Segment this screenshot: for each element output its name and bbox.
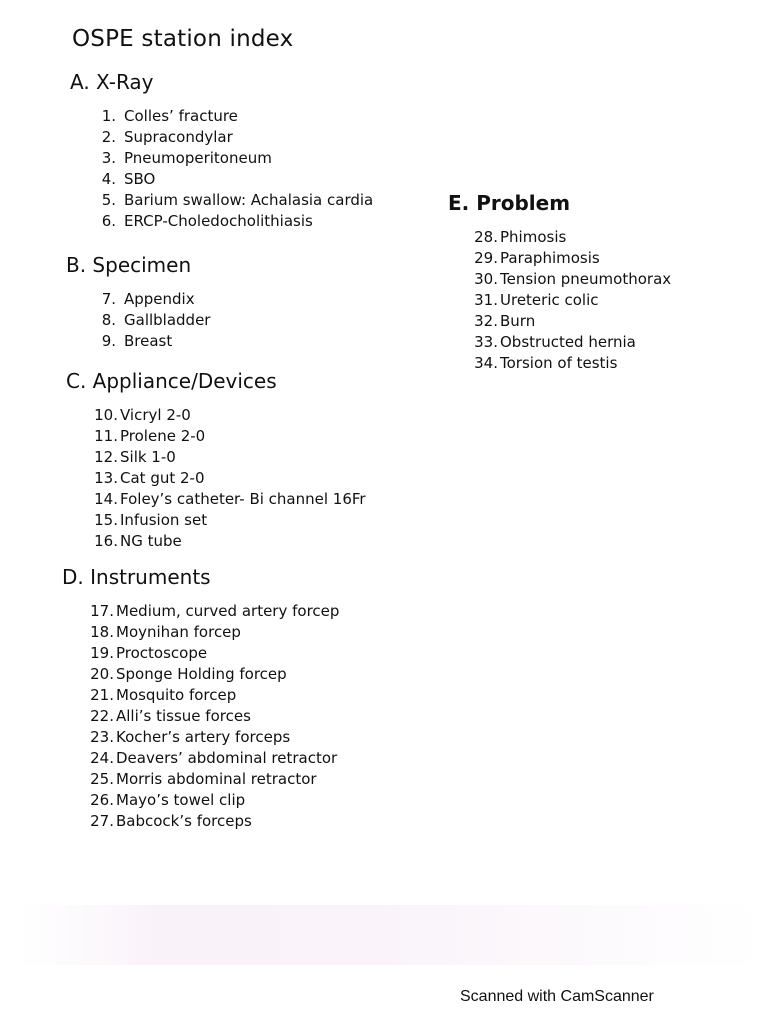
section-heading-specimen: B. Specimen: [66, 253, 192, 277]
item-number: 1.: [101, 107, 116, 125]
item-number: 18.: [90, 623, 114, 641]
item-text: Supracondylar: [124, 128, 233, 146]
item-number: 20.: [90, 665, 114, 683]
list-item: [472, 290, 671, 311]
list-item: [94, 289, 210, 310]
list-item: [472, 227, 671, 248]
item-text: Gallbladder: [124, 311, 211, 329]
item-number: 33.: [474, 333, 498, 351]
item-text: Medium, curved artery forcep: [116, 602, 340, 620]
item-text: Tension pneumothorax: [500, 270, 672, 288]
item-number: 28.: [474, 228, 498, 246]
list-item: [88, 748, 339, 769]
list-item: [94, 211, 373, 232]
item-number: 22.: [90, 707, 114, 725]
list-item: [472, 332, 671, 353]
section-instruments: [62, 565, 339, 832]
item-text: Cat gut 2-0: [120, 469, 205, 487]
list-item: [94, 310, 210, 331]
item-number: 12.: [94, 448, 118, 466]
item-number: 14.: [94, 490, 118, 508]
list-item: [88, 790, 339, 811]
item-number: 3.: [101, 149, 116, 167]
item-text: Deavers’ abdominal retractor: [116, 749, 338, 767]
item-number: 8.: [101, 311, 116, 329]
item-number: 32.: [474, 312, 498, 330]
item-text: ERCP-Choledocholithiasis: [124, 212, 313, 230]
list-item: [88, 601, 339, 622]
item-text: Prolene 2-0: [120, 427, 206, 445]
item-text: Phimosis: [500, 228, 567, 246]
item-text: Infusion set: [120, 511, 208, 529]
item-text: Pneumoperitoneum: [124, 149, 272, 167]
item-text: Moynihan forcep: [116, 623, 241, 641]
item-number: 4.: [101, 170, 116, 188]
list-item: [88, 727, 339, 748]
section-problem: [448, 191, 671, 374]
item-text: Alli’s tissue forces: [116, 707, 251, 725]
list-item: [92, 489, 366, 510]
list-item: [92, 510, 366, 531]
list-item: [92, 426, 366, 447]
page-title: OSPE station index: [72, 26, 294, 52]
section-heading-appliance-devices: C. Appliance/Devices: [66, 369, 277, 393]
item-number: 16.: [94, 532, 118, 550]
item-number: 15.: [94, 511, 118, 529]
list-item: [472, 353, 671, 374]
item-number: 26.: [90, 791, 114, 809]
list-item: [472, 311, 671, 332]
list-item: [88, 664, 339, 685]
item-number: 11.: [94, 427, 118, 445]
section-xray: [70, 70, 373, 232]
item-number: 13.: [94, 469, 118, 487]
list-item: [88, 706, 339, 727]
item-text: Barium swallow: Achalasia cardia: [124, 191, 374, 209]
item-number: 9.: [101, 332, 116, 350]
list-item: [92, 447, 366, 468]
item-text: Sponge Holding forcep: [116, 665, 287, 683]
list-item: [94, 127, 373, 148]
item-text: Burn: [500, 312, 536, 330]
section-heading-instruments: D. Instruments: [62, 565, 211, 589]
item-text: Torsion of testis: [500, 354, 618, 372]
scan-artifact: [20, 905, 760, 965]
list-item: [88, 769, 339, 790]
item-number: 17.: [90, 602, 114, 620]
item-text: Colles’ fracture: [124, 107, 238, 125]
list-item: [92, 531, 366, 552]
item-number: 19.: [90, 644, 114, 662]
section-appliance-devices: [66, 369, 366, 552]
item-number: 24.: [90, 749, 114, 767]
item-text: Paraphimosis: [500, 249, 600, 267]
list-item: [94, 169, 373, 190]
item-number: 34.: [474, 354, 498, 372]
list-item: [94, 331, 210, 352]
appliance-list: [66, 405, 366, 552]
item-text: Proctoscope: [116, 644, 208, 662]
item-number: 27.: [90, 812, 114, 830]
scanner-watermark: Scanned with CamScanner: [460, 988, 654, 1005]
list-item: [88, 811, 339, 832]
item-number: 2.: [101, 128, 116, 146]
list-item: [88, 685, 339, 706]
item-text: Morris abdominal retractor: [116, 770, 317, 788]
list-item: [94, 106, 373, 127]
list-item: [88, 643, 339, 664]
section-heading-problem: E. Problem: [448, 191, 571, 215]
item-text: Foley’s catheter- Bi channel 16Fr: [120, 490, 366, 508]
item-text: Breast: [124, 332, 173, 350]
xray-list: [70, 106, 373, 232]
section-heading-xray: A. X-Ray: [70, 70, 154, 94]
list-item: [472, 269, 671, 290]
item-text: SBO: [124, 170, 156, 188]
item-number: 29.: [474, 249, 498, 267]
problem-list: [448, 227, 671, 374]
item-number: 10.: [94, 406, 118, 424]
item-text: Appendix: [124, 290, 195, 308]
item-text: Mosquito forcep: [116, 686, 237, 704]
specimen-list: [66, 289, 210, 352]
item-number: 5.: [101, 191, 116, 209]
item-number: 21.: [90, 686, 114, 704]
list-item: [94, 190, 373, 211]
instruments-list: [62, 601, 339, 832]
item-number: 31.: [474, 291, 498, 309]
item-number: 7.: [101, 290, 116, 308]
item-number: 6.: [101, 212, 116, 230]
item-text: NG tube: [120, 532, 182, 550]
list-item: [92, 468, 366, 489]
list-item: [88, 622, 339, 643]
item-text: Ureteric colic: [500, 291, 599, 309]
item-text: Silk 1-0: [120, 448, 176, 466]
item-text: Mayo’s towel clip: [116, 791, 246, 809]
list-item: [472, 248, 671, 269]
item-text: Babcock’s forceps: [116, 812, 252, 830]
item-number: 23.: [90, 728, 114, 746]
item-text: Obstructed hernia: [500, 333, 636, 351]
item-text: Vicryl 2-0: [120, 406, 191, 424]
list-item: [94, 148, 373, 169]
item-number: 25.: [90, 770, 114, 788]
list-item: [92, 405, 366, 426]
section-specimen: [66, 253, 210, 352]
item-text: Kocher’s artery forceps: [116, 728, 291, 746]
item-number: 30.: [474, 270, 498, 288]
